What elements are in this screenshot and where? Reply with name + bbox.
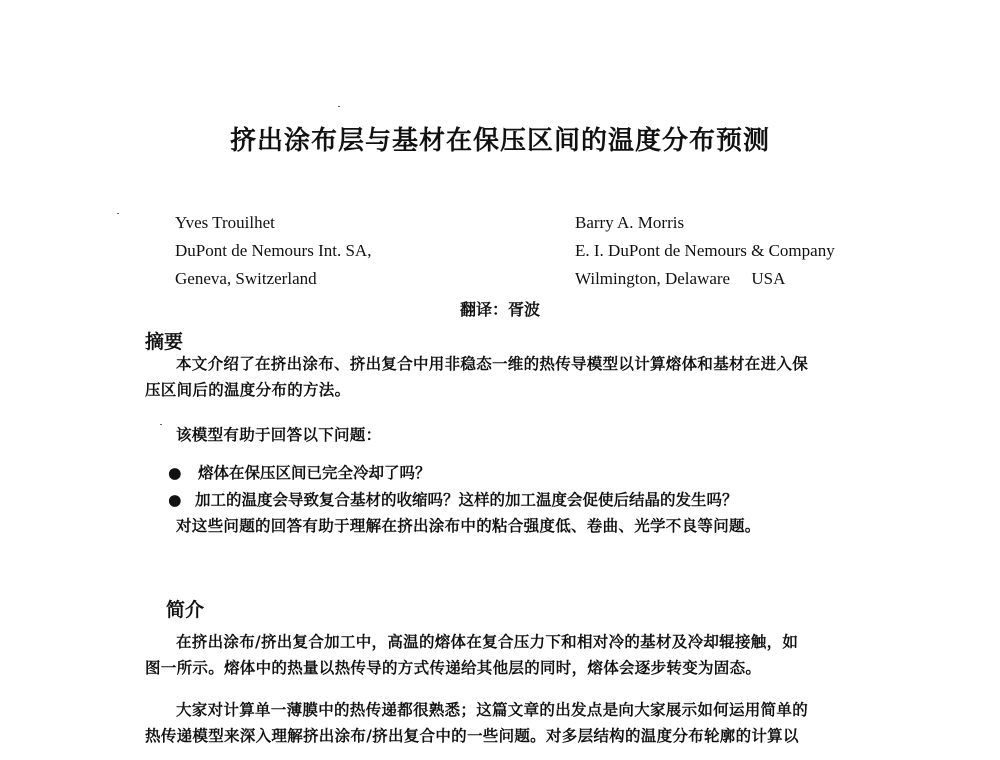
abstract-heading: 摘要 <box>145 331 184 353</box>
author-name: Yves Trouilhet <box>175 213 275 232</box>
scan-speck <box>117 213 119 214</box>
intro-heading: 简介 <box>166 599 205 621</box>
author-block-1 <box>175 209 371 293</box>
abstract-line: 压区间后的温度分布的方法。 <box>145 380 351 399</box>
intro-paragraph <box>145 629 865 681</box>
abstract-paragraph <box>145 351 865 403</box>
abstract-question-intro: 该模型有助于回答以下问题： <box>176 425 382 444</box>
bullet-item <box>168 488 738 510</box>
scan-speck <box>338 106 340 107</box>
author-block-2 <box>575 209 835 293</box>
intro-line: 大家对计算单一薄膜中的热传递都很熟悉；这篇文章的出发点是向大家展示如何运用简单的 <box>176 700 809 719</box>
author-name: Barry A. Morris <box>575 213 685 232</box>
bullet-dot: ● <box>168 490 182 509</box>
bullet-dot: ● <box>168 463 182 482</box>
author-location: Geneva, Switzerland <box>175 269 317 288</box>
intro-paragraph <box>145 697 865 749</box>
bullet-text: 加工的温度会导致复合基材的收缩吗？这样的加工温度会促使后结晶的发生吗？ <box>195 490 738 509</box>
intro-line: 在挤出涂布/挤出复合加工中，高温的熔体在复合压力下和相对冷的基材及冷却辊接触，如 <box>176 632 799 651</box>
abstract-line: 本文介绍了在挤出涂布、挤出复合中用非稳态一维的热传导模型以计算熔体和基材在进入保 <box>176 354 809 373</box>
author-affiliation: E. I. DuPont de Nemours & Company <box>575 241 835 260</box>
abstract-conclusion: 对这些问题的回答有助于理解在挤出涂布中的粘合强度低、卷曲、光学不良等问题。 <box>176 516 761 535</box>
scan-speck <box>160 424 162 425</box>
author-location: Wilmington, Delaware USA <box>575 269 786 288</box>
intro-line: 热传递模型来深入理解挤出涂布/挤出复合中的一些问题。对多层结构的温度分布轮廓的计算以 <box>145 726 799 745</box>
author-affiliation: DuPont de Nemours Int. SA, <box>175 241 372 260</box>
translator-credit: 翻译：胥波 <box>459 300 540 319</box>
intro-line: 图一所示。熔体中的热量以热传导的方式传递给其他层的同时，熔体会逐步转变为固态。 <box>145 658 762 677</box>
paper-title: 挤出涂布层与基材在保压区间的温度分布预测 <box>229 126 770 156</box>
bullet-text: 熔体在保压区间已完全冷却了吗？ <box>198 463 431 482</box>
bullet-item <box>168 461 431 483</box>
